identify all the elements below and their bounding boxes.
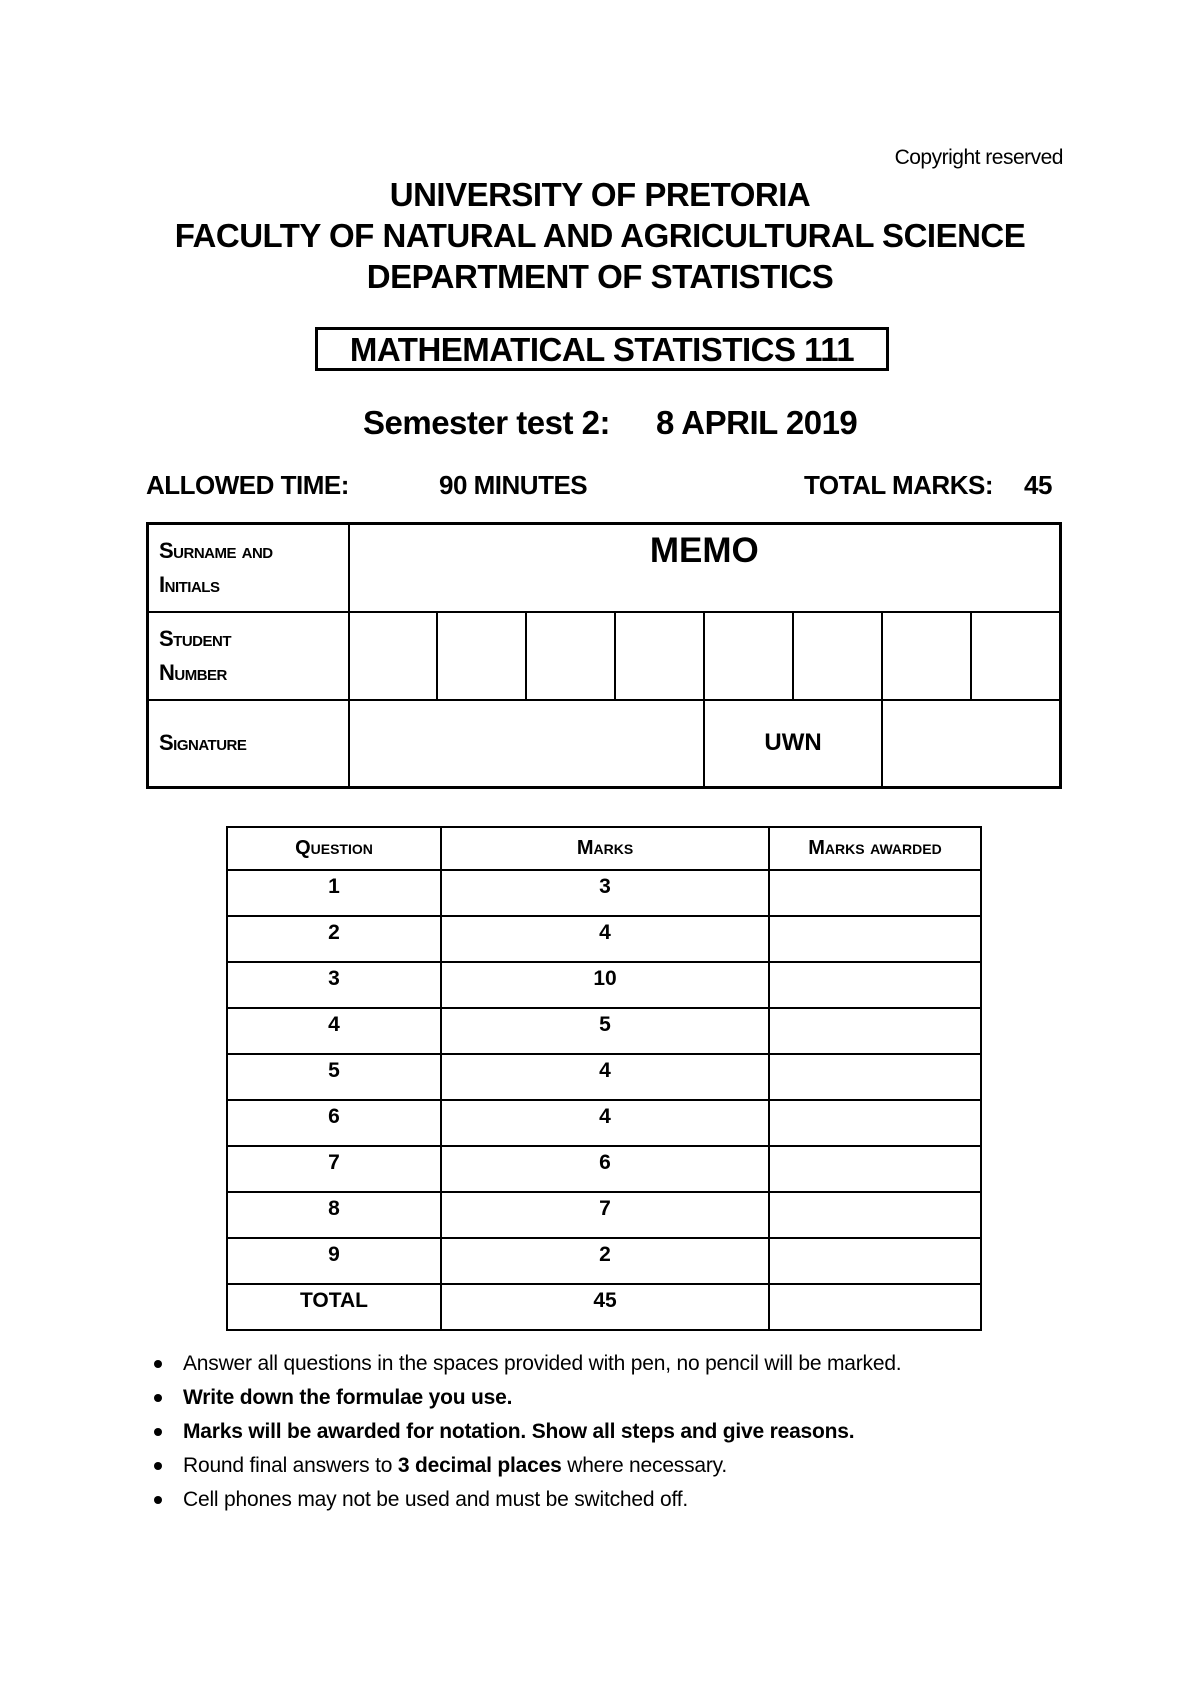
student-number-digit-6[interactable]: [793, 612, 882, 700]
question-cell: 6: [227, 1100, 441, 1146]
question-cell: 2: [227, 916, 441, 962]
list-item: Round final answers to 3 decimal places where necessary.: [150, 1452, 901, 1486]
marks-awarded-cell[interactable]: [769, 870, 981, 916]
table-row: [227, 1100, 981, 1146]
header-marks-awarded: Marks awarded: [769, 827, 981, 870]
uwn-label: UWN: [704, 700, 882, 788]
total-marks-label: TOTAL MARKS:: [804, 470, 993, 500]
marks-cell: 7: [441, 1192, 769, 1238]
marks-awarded-cell[interactable]: [769, 1054, 981, 1100]
marks-cell: 5: [441, 1008, 769, 1054]
marks-cell: 6: [441, 1146, 769, 1192]
question-cell: 5: [227, 1054, 441, 1100]
question-cell: 3: [227, 962, 441, 1008]
test-label: Semester test 2:: [363, 404, 610, 441]
uwn-field[interactable]: [882, 700, 1060, 788]
marks-cell: 3: [441, 870, 769, 916]
question-cell: 9: [227, 1238, 441, 1284]
question-cell: 8: [227, 1192, 441, 1238]
marks-table: [226, 826, 982, 1331]
student-number-digit-1[interactable]: [349, 612, 438, 700]
marks-cell: 4: [441, 1054, 769, 1100]
total-marks-value: 45: [1024, 470, 1052, 500]
list-item: Write down the formulae you use.: [150, 1384, 901, 1418]
institution-heading: [0, 174, 1200, 297]
table-row: [227, 962, 981, 1008]
list-item: Cell phones may not be used and must be switched off.: [150, 1486, 901, 1520]
marks-awarded-cell[interactable]: [769, 916, 981, 962]
student-number-digit-5[interactable]: [704, 612, 793, 700]
allowed-time-value: 90 MINUTES: [439, 470, 588, 500]
total-label-cell: TOTAL: [227, 1284, 441, 1330]
marks-awarded-cell[interactable]: [769, 962, 981, 1008]
question-cell: 1: [227, 870, 441, 916]
surname-label: Surname and Initials: [148, 524, 349, 612]
table-row: [227, 1238, 981, 1284]
department-name: DEPARTMENT OF STATISTICS: [366, 258, 834, 295]
student-number-label: Student Number: [148, 612, 349, 700]
header-question: Question: [227, 827, 441, 870]
course-title: MATHEMATICAL STATISTICS 111: [315, 327, 889, 371]
marks-awarded-cell[interactable]: [769, 1146, 981, 1192]
total-marks-cell: 45: [441, 1284, 769, 1330]
bullet-icon: [154, 1428, 162, 1436]
student-number-digit-7[interactable]: [882, 612, 971, 700]
table-row: [227, 1146, 981, 1192]
table-row: [227, 870, 981, 916]
marks-awarded-cell[interactable]: [769, 1238, 981, 1284]
table-row: [227, 916, 981, 962]
university-name: UNIVERSITY OF PRETORIA: [389, 176, 811, 213]
bullet-icon: [154, 1360, 162, 1368]
student-number-digit-4[interactable]: [615, 612, 704, 700]
allowed-time-label: ALLOWED TIME:: [146, 470, 349, 500]
bullet-icon: [154, 1462, 162, 1470]
marks-awarded-cell[interactable]: [769, 1100, 981, 1146]
copyright-notice: Copyright reserved: [894, 146, 1063, 169]
marks-cell: 10: [441, 962, 769, 1008]
list-item: Marks will be awarded for notation. Show all steps and give reasons.: [150, 1418, 901, 1452]
marks-cell: 4: [441, 916, 769, 962]
bullet-icon: [154, 1394, 162, 1402]
list-item: Answer all questions in the spaces provided with pen, no pencil will be marked.: [150, 1350, 901, 1384]
signature-label: Signature: [148, 700, 349, 788]
marks-cell: 2: [441, 1238, 769, 1284]
test-date: 8 APRIL 2019: [656, 404, 858, 441]
student-number-digit-3[interactable]: [526, 612, 615, 700]
header-marks: Marks: [441, 827, 769, 870]
table-row: [227, 1008, 981, 1054]
instructions-list: [150, 1350, 901, 1520]
marks-awarded-cell[interactable]: [769, 1192, 981, 1238]
signature-field[interactable]: [349, 700, 704, 788]
question-cell: 7: [227, 1146, 441, 1192]
student-number-digit-2[interactable]: [437, 612, 526, 700]
table-row: [227, 1192, 981, 1238]
bullet-icon: [154, 1496, 162, 1504]
student-number-digit-8[interactable]: [971, 612, 1060, 700]
marks-awarded-cell[interactable]: [769, 1008, 981, 1054]
student-details-table: [146, 522, 1062, 789]
faculty-name: FACULTY OF NATURAL AND AGRICULTURAL SCIENCE: [174, 217, 1026, 254]
total-awarded-cell[interactable]: [769, 1284, 981, 1330]
table-row: [227, 1054, 981, 1100]
marks-cell: 4: [441, 1100, 769, 1146]
total-row: [227, 1284, 981, 1330]
surname-field[interactable]: MEMO: [349, 524, 1061, 612]
question-cell: 4: [227, 1008, 441, 1054]
